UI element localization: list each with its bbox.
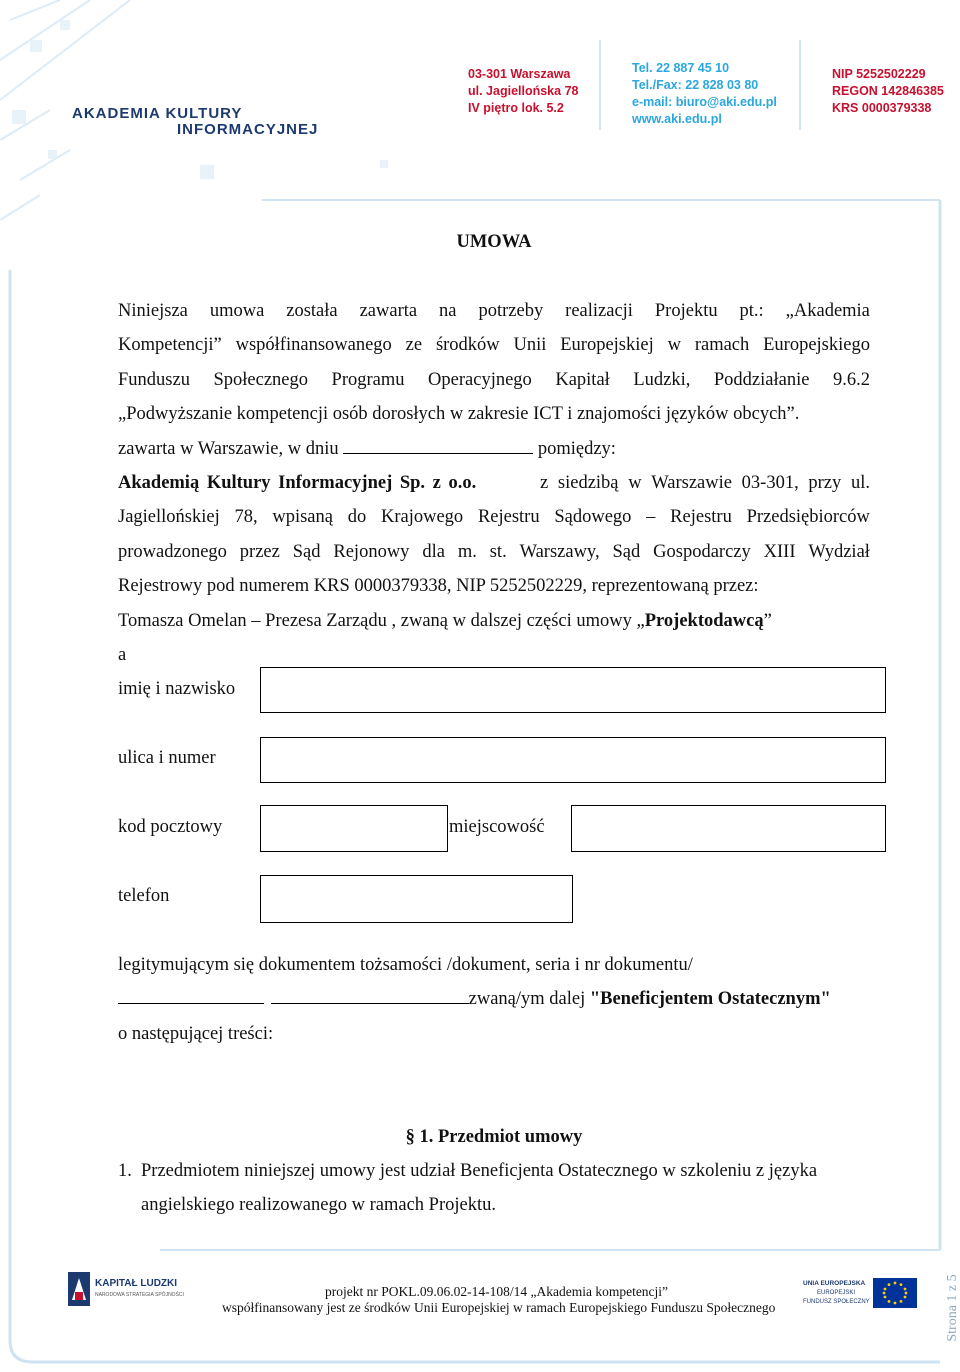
postal-code-field[interactable]: [260, 805, 448, 852]
eu-logo: UNIA EUROPEJSKA EUROPEJSKI FUNDUSZ SPOŁECZNY: [803, 1278, 919, 1312]
party-line-3: [118, 542, 870, 563]
and-conjunction: a: [118, 645, 127, 665]
word: z: [540, 473, 549, 493]
word: wpisaną: [272, 507, 333, 527]
logo-line2: INFORMACYJNEJ: [177, 121, 319, 138]
word: Poddziałanie: [713, 370, 810, 390]
word: ramach: [694, 335, 750, 355]
word: Europejskiego: [763, 335, 870, 355]
party-line-1: [118, 473, 870, 494]
intro-line-1: [118, 301, 870, 322]
word: umowa: [209, 301, 265, 321]
content-intro: o następującej treści:: [118, 1024, 274, 1044]
document-title: UMOWA: [456, 232, 532, 252]
word: Unii: [513, 335, 547, 355]
word: Warszawie: [651, 473, 732, 493]
word: ze: [405, 335, 423, 355]
party-line-4: Rejestrowy pod numerem KRS 0000379338, NIP 5252502229, reprezentowaną przez:: [118, 576, 759, 596]
section-sign: §: [405, 1127, 415, 1147]
word: Niniejsza: [118, 301, 188, 321]
party-line-2: [118, 507, 870, 528]
kapital-ludzki-logo: KAPITAŁ LUDZKI NARODOWA STRATEGIA SPÓJNOŚCI: [68, 1272, 188, 1310]
word: Wydział: [808, 542, 870, 562]
word: środków: [435, 335, 500, 355]
postal-label: kod pocztowy: [118, 817, 223, 837]
street-field[interactable]: [260, 737, 886, 783]
word: Krajowego: [380, 507, 464, 527]
word: 03-301,: [741, 473, 799, 493]
word: „Akademia: [785, 301, 870, 321]
word: została: [286, 301, 338, 321]
signed-line: zawarta w Warszawie, w dniu pomiędzy:: [118, 439, 616, 459]
kapital-ludzki-icon: [68, 1272, 90, 1306]
section-heading: [0, 1127, 960, 1148]
word: Sąd: [612, 542, 641, 562]
word: Przedsiębiorców: [746, 507, 870, 527]
word: 9.6.2: [832, 370, 870, 390]
name-field[interactable]: [260, 667, 886, 713]
section-title: 1. Przedmiot umowy: [419, 1127, 583, 1147]
word: Rejestru: [477, 507, 540, 527]
intro-line-3: [118, 370, 870, 391]
header-registry: NIP 5252502229 REGON 142846385 KRS 0000379338: [832, 67, 944, 115]
word: Sąd: [292, 542, 321, 562]
word: Warszawy,: [519, 542, 600, 562]
footer-funding-line: współfinansowany jest ze środków Unii Europejskiej w ramach Europejskiego Funduszu Społecznego: [222, 1300, 776, 1315]
word: Operacyjnego: [428, 370, 532, 390]
word: dla: [422, 542, 445, 562]
word: do: [347, 507, 367, 527]
word: przy: [808, 473, 842, 493]
item-number: 1.: [118, 1161, 132, 1181]
word: Gospodarczy: [653, 542, 751, 562]
word: Kapitał: [555, 370, 610, 390]
page-number: Strona 1 z 5: [945, 1274, 960, 1342]
word: realizacji: [565, 301, 633, 321]
street-label: ulica i numer: [118, 748, 216, 768]
party-name: Akademią Kultury Informacyjnej Sp. z o.o.: [118, 473, 477, 493]
footer-project-line: projekt nr POKL.09.06.02-14-108/14 „Akademia kompetencji”: [325, 1284, 669, 1299]
name-label: imię i nazwisko: [118, 679, 236, 699]
header-contact: Tel. 22 887 45 10 Tel./Fax: 22 828 03 80 e-mail: biuro@aki.edu.pl www.aki.edu.pl: [632, 61, 777, 126]
eu-flag-icon: [873, 1278, 917, 1308]
item-text-1: Przedmiotem niniejszej umowy jest udział Beneficjenta Ostatecznego w szkoleniu z języka: [141, 1161, 818, 1181]
word: Rejonowy: [333, 542, 410, 562]
beneficiary-name: "Beneficjentem Ostatecznym": [589, 989, 831, 1009]
word: Programu: [331, 370, 405, 390]
word: w: [667, 335, 681, 355]
word: prowadzonego: [118, 542, 227, 562]
intro-line-2: [118, 335, 870, 356]
word: st.: [489, 542, 507, 562]
party-line-5: Tomasza Omelan – Prezesa Zarządu , zwaną w dalszej części umowy „Projektodawcą”: [118, 611, 772, 631]
item-text-2: angielskiego realizowanego w ramach Projektu.: [141, 1195, 496, 1215]
aki-logo: [72, 106, 342, 138]
word: Projektu: [654, 301, 718, 321]
word: siedzibą: [557, 473, 619, 493]
word: zawarta: [359, 301, 418, 321]
word: ul.: [850, 473, 870, 493]
word: Rejestru: [670, 507, 732, 527]
word: Ludzki,: [633, 370, 691, 390]
intro-line-4: „Podwyższanie kompetencji osób dorosłych w zakresie ICT i znajomości języków obcych”.: [118, 404, 800, 424]
word: potrzeby: [478, 301, 544, 321]
word: Jagiellońskiej: [118, 507, 220, 527]
city-label: miejscowość: [449, 817, 545, 837]
word: 78,: [234, 507, 258, 527]
word: Kompetencji”: [118, 335, 222, 355]
word: m.: [457, 542, 477, 562]
word: pt.:: [739, 301, 764, 321]
word: na: [439, 301, 457, 321]
id-line: legitymującym się dokumentem tożsamości /dokument, seria i nr dokumentu/: [118, 955, 693, 975]
phone-label: telefon: [118, 886, 170, 906]
word: Funduszu: [118, 370, 190, 390]
logo-line1: AKADEMIA KULTURY: [72, 105, 243, 122]
called-line: zwaną/ym dalej "Beneficjentem Ostatecznym": [118, 989, 831, 1010]
word: Sądowego: [554, 507, 632, 527]
document-blank-1[interactable]: [118, 989, 264, 1004]
word: Europejskiej: [560, 335, 654, 355]
word: XIII: [763, 542, 796, 562]
party-role: Projektodawcą: [644, 611, 764, 631]
phone-field[interactable]: [260, 875, 573, 923]
header-address: 03-301 Warszawa ul. Jagiellońska 78 IV piętro lok. 5.2: [468, 67, 579, 115]
word: przez: [239, 542, 280, 562]
word: –: [646, 507, 656, 527]
date-blank[interactable]: [343, 439, 533, 454]
word: w: [628, 473, 642, 493]
word: Społecznego: [213, 370, 309, 390]
city-field[interactable]: [571, 805, 886, 852]
word: współfinansowanego: [235, 335, 392, 355]
document-blank-2[interactable]: [271, 989, 469, 1004]
